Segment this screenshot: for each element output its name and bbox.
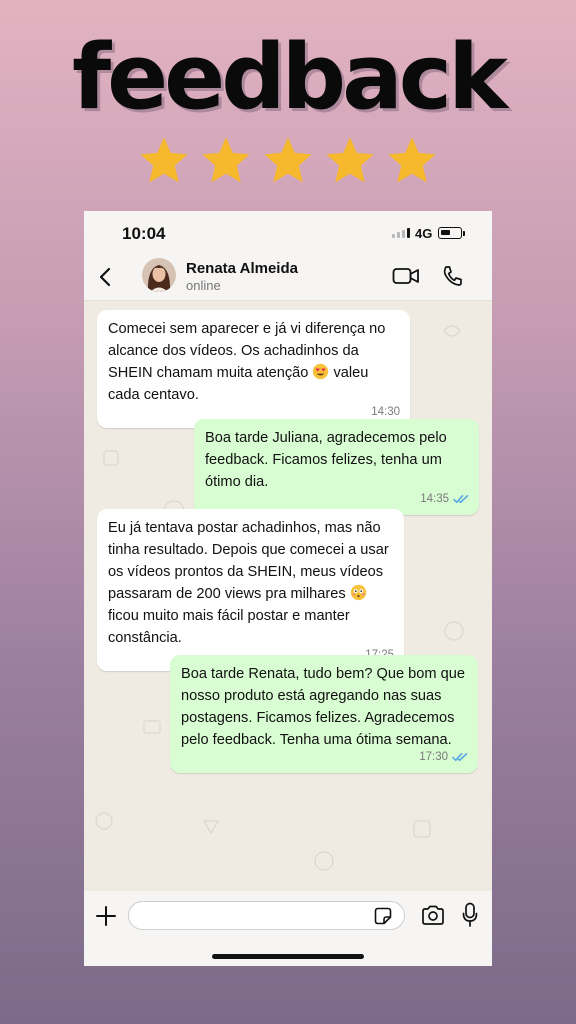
message-text: Boa tarde Juliana, agradecemos pelo feedback. Ficamos felizes, tenha um ótimo dia. <box>205 430 447 490</box>
message-text: Boa tarde Renata, tudo bem? Que bom que nosso produto está agregando nas suas postagens. Ficamos felizes. Agradecemos pelo feedback. Tenha uma ótima semana. <box>181 666 465 748</box>
message-input[interactable] <box>128 901 405 930</box>
heart-eyes-emoji-icon <box>312 363 329 380</box>
battery-tip <box>463 231 465 236</box>
video-camera-icon[interactable] <box>392 265 420 287</box>
contact-status: online <box>186 278 221 293</box>
phone-icon[interactable] <box>441 264 463 288</box>
avatar[interactable] <box>142 258 176 292</box>
double-check-icon <box>452 752 468 762</box>
home-indicator <box>212 954 364 959</box>
star-icon <box>386 134 438 186</box>
star-icon <box>200 134 252 186</box>
message-list <box>84 301 492 891</box>
message-text: Comecei sem aparecer e já vi diferença no alcance dos vídeos. Os achadinhos da SHEIN chamam muita atenção <box>108 321 386 381</box>
message-text: Eu já tentava postar achadinhos, mas não tinha resultado. Depois que comecei a usar os vídeos prontos da SHEIN, meus vídeos passaram de 200 views pra milhares <box>108 520 389 602</box>
flushed-face-emoji-icon <box>350 584 367 601</box>
message-meta <box>420 488 469 510</box>
message-text: ficou muito mais fácil postar e manter constância. <box>108 608 350 646</box>
message-bubble-outgoing[interactable] <box>194 419 479 515</box>
message-text: valeu cada centavo. <box>108 365 369 403</box>
status-bar <box>84 211 492 255</box>
plus-icon[interactable] <box>95 905 117 927</box>
sticker-icon[interactable] <box>374 907 392 925</box>
network-type: 4G <box>415 226 433 241</box>
star-icon <box>138 134 190 186</box>
message-bubble-outgoing[interactable] <box>170 655 478 773</box>
chat-header <box>84 255 492 301</box>
message-bubble-incoming[interactable] <box>97 310 410 428</box>
contact-name[interactable]: Renata Almeida <box>186 260 298 277</box>
rating-stars <box>0 134 576 186</box>
camera-icon[interactable] <box>421 904 445 926</box>
star-icon <box>262 134 314 186</box>
cellular-signal-icon <box>392 228 410 238</box>
double-check-icon <box>453 494 469 504</box>
status-time: 10:04 <box>122 224 166 243</box>
battery-icon <box>438 227 462 239</box>
phone-screenshot <box>84 211 492 966</box>
message-time: 17:30 <box>419 751 448 763</box>
message-time: 14:35 <box>420 493 449 505</box>
message-time: 14:30 <box>371 406 400 418</box>
microphone-icon[interactable] <box>462 902 478 928</box>
message-composer <box>84 891 492 966</box>
chevron-left-icon[interactable] <box>96 265 116 289</box>
message-bubble-incoming[interactable] <box>97 509 404 671</box>
headline: feedback <box>71 25 505 130</box>
message-meta <box>419 746 468 768</box>
star-icon <box>324 134 376 186</box>
